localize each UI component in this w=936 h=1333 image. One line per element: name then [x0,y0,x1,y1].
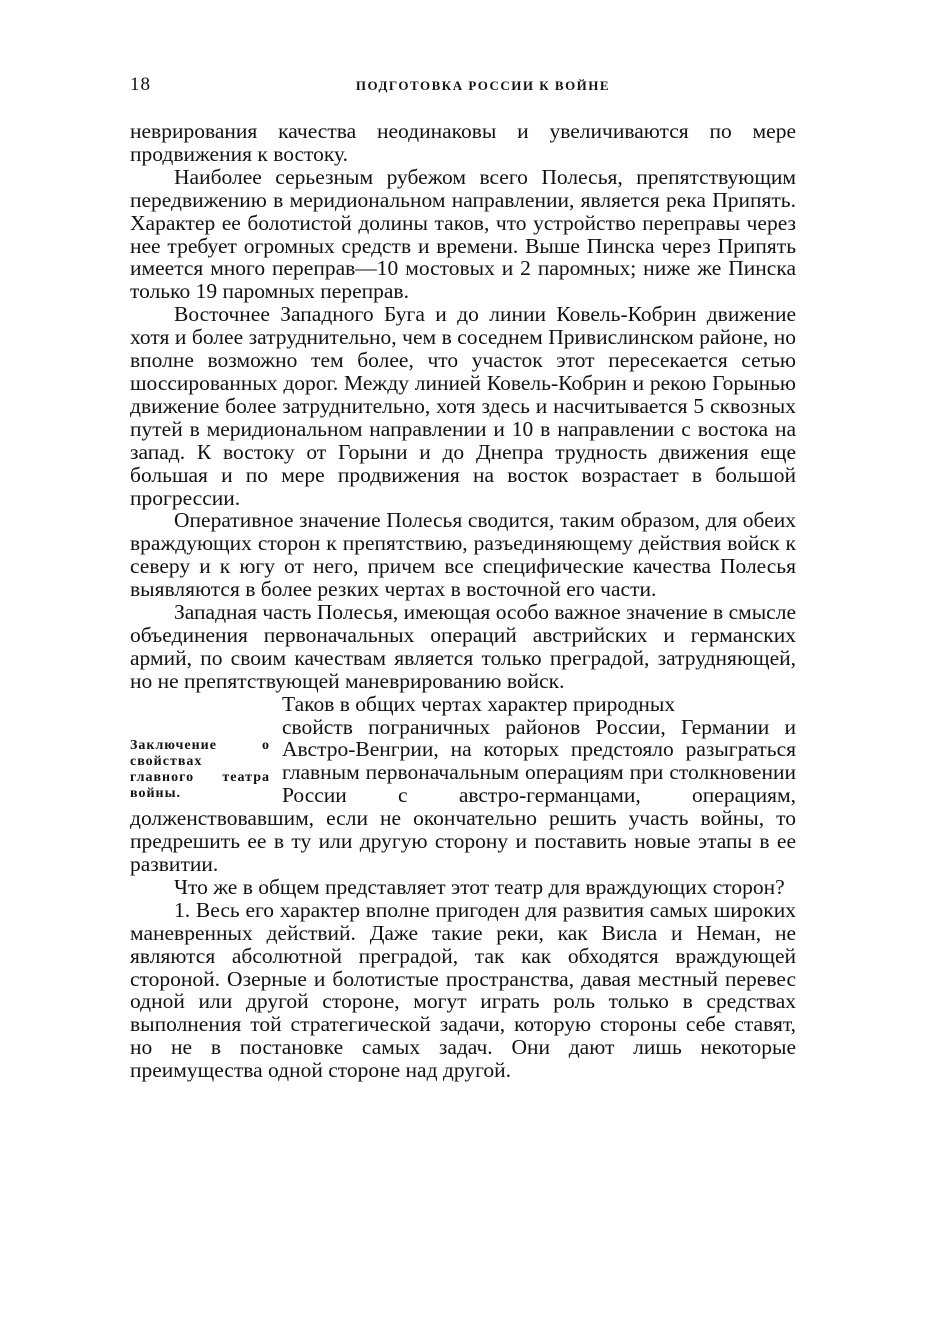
page-number: 18 [130,74,151,95]
paragraph-with-sidenote [130,693,796,876]
body-text [130,120,796,1082]
paragraph: Наиболее серьезным рубежом всего Полесья, препятствующим передвижению в меридиональном направлении, является река Припять. Характер ее болотистой долины таков, что устройство переправы через нее требует огромных средств и времени. Выше Пинска через Припять имеется много переправ—10 мостовых и 2 паромных; ниже же Пинска только 19 паромных переправ. [130,164,796,304]
margin-note: Заключение о свойствах главного театра войны. [130,737,270,801]
paragraph-continuation: свойств пограничных районов России, Германии и Австро-Венгрии, на которых предстояло разыграться главным первоначальным операциям при столкновении России с австро-германцами, операциям, долженствовавшим, если не окончательно решить участь войны, то предрешить ее в ту или другую сторону и поставить новые этапы в ее развитии. [130,714,796,876]
paragraph: неврирования качества неодинаковы и увеличиваются по мере продвижения к востоку. [130,119,796,166]
running-title: ПОДГОТОВКА РОССИИ К ВОЙНЕ [355,78,611,93]
paragraph: Восточнее Западного Буга и до линии Ковель-Кобрин движение хотя и более затруднительно, чем в соседнем Привислинском районе, но вполне возможно тем более, что участок этот пересекается сетью шоссированных дорог. Между линией Ковель-Кобрин и рекою Горынью движение более затруднительно, хотя здесь и насчитывается 5 сквозных путей в меридиональном направлении и 10 в направлении с востока на запад. К востоку от Горыни и до Днепра трудность движения еще большая и по мере продвижения на восток возрастает в большой прогрессии. [130,302,796,510]
paragraph: 1. Весь его характер вполне пригоден для развития самых широких маневренных действий. Даже такие реки, как Висла и Неман, не являются абсолютной преградой, так как обходятся враждующей стороной. Озерные и болотистые пространства, давая местный перевес одной или другой стороне, могут играть роль только в средствах выполнения той стратегической задачи, которую стороны себе ставят, но не в постановке самых задач. Они дают лишь некоторые преимущества одной стороне над другой. [130,897,796,1083]
paragraph: Оперативное значение Полесья сводится, таким образом, для обеих враждующих сторон к препятствию, разъединяющему действия войск к северу и к югу от него, причем все специфические качества Полесья выявляются в более резких чертах в восточной его части. [130,508,796,602]
paragraph: Западная часть Полесья, имеющая особо важное значение в смысле объединения первоначальных операций австрийских и германских армий, по своим качествам является только преградой, затрудняющей, но не препятствующей маневрированию войск. [130,600,796,693]
paragraph: Что же в общем представляет этот театр для враждующих сторон? [174,874,785,899]
running-head [130,70,796,100]
paragraph-lead-line: Таков в общих чертах характер природных [282,691,676,716]
